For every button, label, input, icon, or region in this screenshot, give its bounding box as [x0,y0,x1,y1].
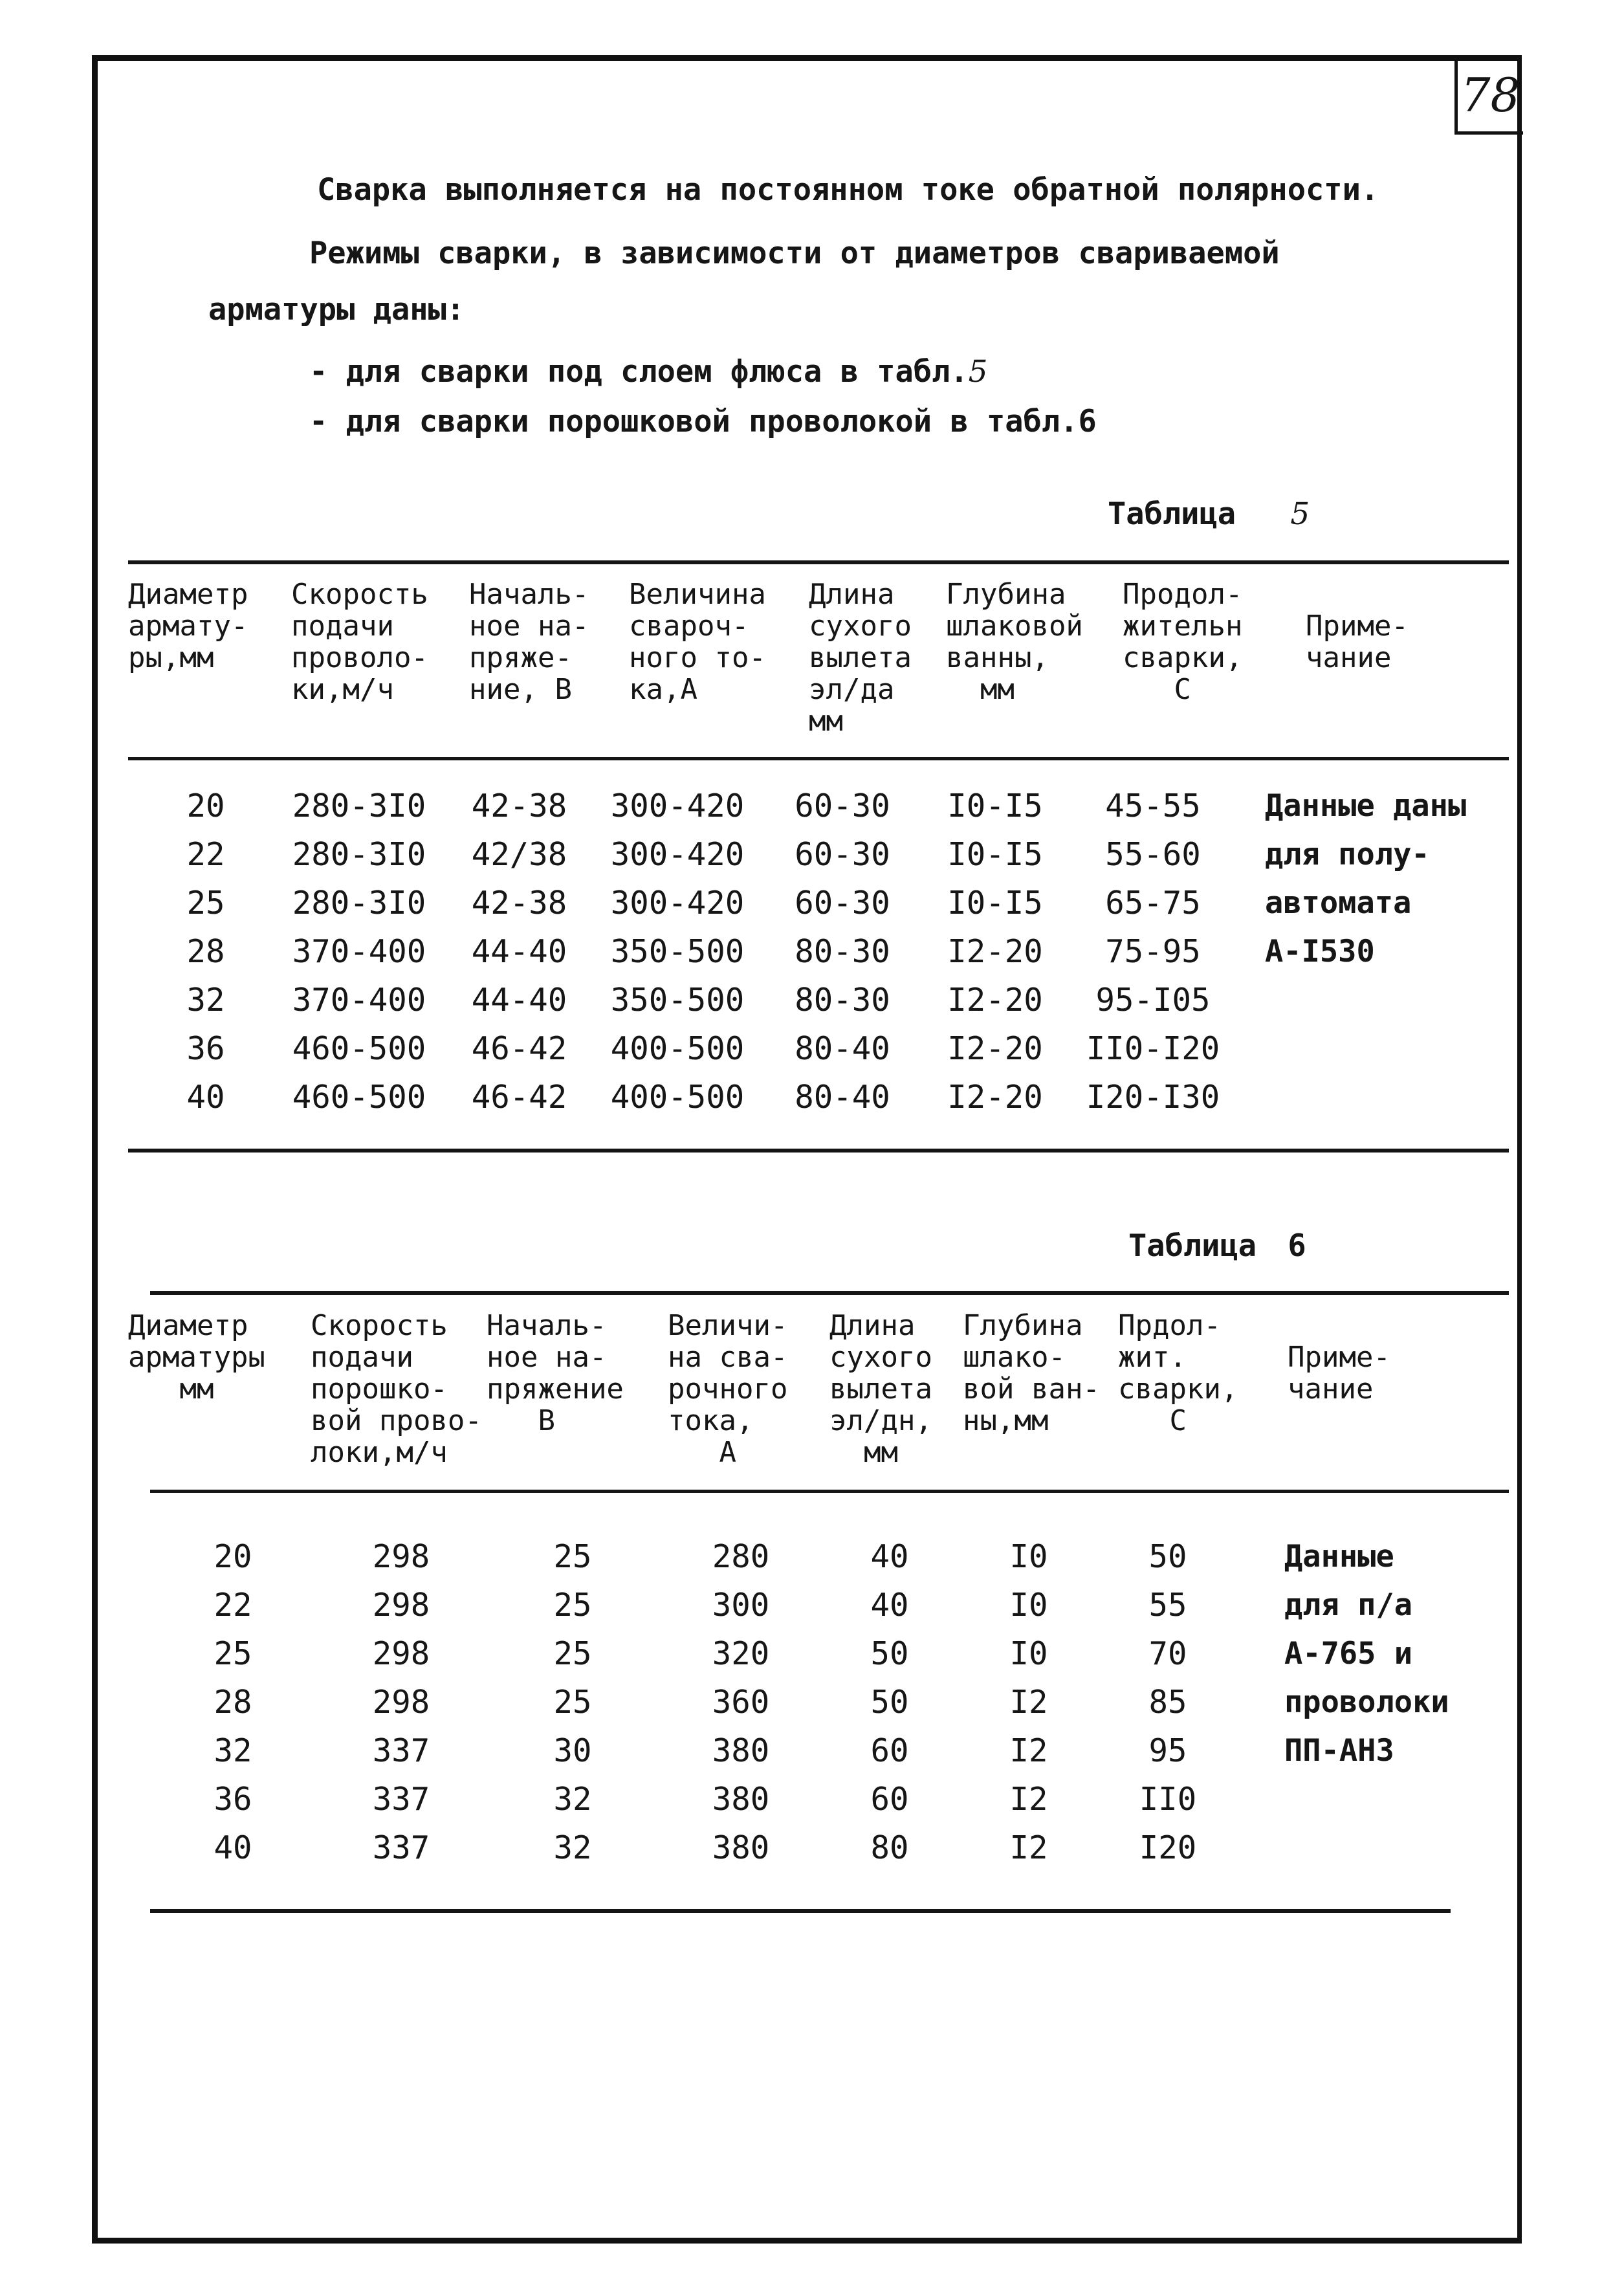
table1-cell: 55-60 [1105,836,1201,873]
table2-cell: 80 [870,1829,909,1866]
table1-header-rule [128,757,1509,760]
table2-cell: 40 [214,1829,252,1866]
table1-cell: 80-40 [795,1079,890,1116]
table1-cell: 400-500 [610,1079,745,1116]
table2-cell: 280 [712,1538,770,1575]
table2-cell: 36 [214,1781,252,1818]
table2-cell: 320 [712,1635,770,1672]
table2-bottom-rule [150,1909,1451,1913]
table2-header-depth: Глубина шлако- вой ван- ны,мм [963,1309,1100,1437]
table-row [0,879,1624,927]
table2-cell: 40 [870,1587,909,1624]
table1-cell: 28 [186,933,225,970]
table1-note: автомата [1265,885,1412,921]
table1-cell: I2-20 [947,1079,1043,1116]
table-row [0,976,1624,1024]
table1-caption [1108,496,1310,532]
table2-cell: I2 [1009,1684,1048,1721]
table1-cell: 280-3I0 [292,836,426,873]
table1-header-note: Приме- чание [1306,610,1409,674]
table2-cell: 360 [712,1684,770,1721]
table1-cell: I0-I5 [947,788,1043,824]
table1-cell: 370-400 [292,982,426,1019]
table1-caption-word: Таблица [1108,496,1236,532]
table2-note: ПП-АН3 [1284,1733,1394,1769]
bullet-flux [309,354,988,390]
table-row [0,1629,1624,1678]
table1-cell: 280-3I0 [292,885,426,921]
table2-cell: 337 [372,1829,430,1866]
table1-note: Данные даны [1265,788,1467,824]
table2-cell: 50 [1148,1538,1187,1575]
table2-cell: I2 [1009,1732,1048,1769]
table2-cell: 95 [1148,1732,1187,1769]
table2-cell: 380 [712,1829,770,1866]
intro-line-2: Режимы сварки, в зависимости от диаметров свариваемой [309,236,1280,271]
table2-header-speed: Скорость подачи порошко- вой прово- локи,м/ч [311,1309,482,1469]
table2-cell: 60 [870,1781,909,1818]
table2-header-current: Величи- на сва- рочного тока, А [668,1309,788,1469]
table2-cell: 32 [214,1732,252,1769]
table2-note: для п/а [1284,1587,1413,1623]
table1-cell: 80-30 [795,933,890,970]
table-row [0,1678,1624,1726]
table1-cell: 44-40 [471,933,567,970]
table1-cell: 44-40 [471,982,567,1019]
table-row [0,1581,1624,1629]
table1-caption-number: 5 [1290,496,1310,532]
table2-cell: 85 [1148,1684,1187,1721]
bullet-powder: - для сварки порошковой проволокой в табл.6 [309,404,1097,439]
bullet-flux-text: - для сварки под слоем флюса в табл. [309,354,969,390]
table-row [0,1775,1624,1824]
table1-header-depth: Глубина шлаковой ванны, мм [946,578,1083,706]
table1-cell: 75-95 [1105,933,1201,970]
table1-cell: 60-30 [795,788,890,824]
table1-cell: 60-30 [795,885,890,921]
table2-cell: 28 [214,1684,252,1721]
table1-cell: 25 [186,885,225,921]
table1-cell: I0-I5 [947,836,1043,873]
table2-cell: I2 [1009,1829,1048,1866]
table2-cell: 380 [712,1781,770,1818]
table1-top-rule [128,560,1509,564]
table2-cell: 337 [372,1781,430,1818]
table1-cell: 460-500 [292,1079,426,1116]
table1-cell: 80-30 [795,982,890,1019]
table1-cell: 32 [186,982,225,1019]
table2-cell: 298 [372,1538,430,1575]
table2-note: Данные [1284,1539,1394,1574]
table1-header-duration: Продол- жительн сварки, С [1123,578,1243,706]
table2-cell: 300 [712,1587,770,1624]
table-row [0,1824,1624,1872]
table2-note: проволоки [1284,1684,1449,1720]
table1-cell: 60-30 [795,836,890,873]
table1-cell: 95-I05 [1095,982,1211,1019]
intro-line-1: Сварка выполняется на постоянном токе обратной полярности. [317,172,1379,208]
table1-cell: I0-I5 [947,885,1043,921]
table1-cell: 300-420 [610,788,745,824]
table2-cell: 55 [1148,1587,1187,1624]
table1-cell: 65-75 [1105,885,1201,921]
table2-header-stickout: Длина сухого вылета эл/дн, мм [829,1309,932,1469]
table1-header-current: Величина свароч- ного то- ка,А [629,578,766,706]
intro-line-3: арматуры даны: [208,292,465,327]
table1-header-voltage: Началь- ное на- пряже- ние, В [469,578,589,706]
table1-cell: 42-38 [471,885,567,921]
table2-header-rule [150,1490,1509,1493]
table2-cell: 298 [372,1684,430,1721]
bullet-flux-table-ref: 5 [968,354,988,390]
table1-cell: 42-38 [471,788,567,824]
table-row [0,1024,1624,1073]
table2-note: А-765 и [1284,1636,1413,1671]
table2-cell: 30 [553,1732,592,1769]
table-row [0,830,1624,879]
table-row [0,1726,1624,1775]
table2-cell: 337 [372,1732,430,1769]
table1-cell: 460-500 [292,1030,426,1067]
table2-cell: 25 [553,1684,592,1721]
table2-cell: 298 [372,1635,430,1672]
table2-cell: 380 [712,1732,770,1769]
table2-header-voltage: Началь- ное на- пряжение В [487,1309,624,1437]
table2-cell: I2 [1009,1781,1048,1818]
table1-cell: 20 [186,788,225,824]
table2-cell: II0 [1139,1781,1197,1818]
table1-cell: 40 [186,1079,225,1116]
table2-cell: 25 [214,1635,252,1672]
table1-cell: 36 [186,1030,225,1067]
table-row [0,927,1624,976]
table1-cell: 350-500 [610,982,745,1019]
table2-cell: 50 [870,1635,909,1672]
table1-cell: I2-20 [947,933,1043,970]
table2-cell: I20 [1139,1829,1197,1866]
table2-header-note: Приме- чание [1288,1341,1390,1406]
table1-cell: 280-3I0 [292,788,426,824]
table1-header-speed: Скорость подачи проволо- ки,м/ч [291,578,428,706]
table2-cell: 298 [372,1587,430,1624]
table1-cell: 46-42 [471,1030,567,1067]
page-number: 78 [1454,60,1523,135]
table1-cell: 80-40 [795,1030,890,1067]
table2-cell: 22 [214,1587,252,1624]
table2-cell: 25 [553,1587,592,1624]
table2-cell: 50 [870,1684,909,1721]
table2-cell: I0 [1009,1538,1048,1575]
table1-header-diameter: Диаметр армату- ры,мм [128,578,248,674]
table1-note: для полу- [1265,837,1430,872]
table1-cell: 22 [186,836,225,873]
table2-cell: 32 [553,1781,592,1818]
table1-header-stickout: Длина сухого вылета эл/да мм [809,578,912,738]
table2-cell: 32 [553,1829,592,1866]
table1-cell: 300-420 [610,836,745,873]
table2-top-rule [150,1291,1509,1295]
table1-cell: II0-I20 [1086,1030,1220,1067]
table1-cell: 42/38 [471,836,567,873]
table2-cell: 70 [1148,1635,1187,1672]
table2-caption-number: 6 [1288,1228,1306,1264]
table2-cell: 25 [553,1538,592,1575]
table2-header-duration: Прдол- жит. сварки, С [1118,1309,1238,1437]
table2-cell: 60 [870,1732,909,1769]
table1-note: А-I530 [1265,934,1375,969]
table1-cell: I2-20 [947,1030,1043,1067]
table2-cell: I0 [1009,1587,1048,1624]
table1-cell: 350-500 [610,933,745,970]
table1-cell: 45-55 [1105,788,1201,824]
table-row [0,782,1624,830]
table1-cell: I20-I30 [1086,1079,1220,1116]
table2-cell: 40 [870,1538,909,1575]
table1-cell: 300-420 [610,885,745,921]
table1-cell: I2-20 [947,982,1043,1019]
table2-cell: I0 [1009,1635,1048,1672]
table1-cell: 400-500 [610,1030,745,1067]
table2-header-diameter: Диаметр арматуры мм [128,1309,265,1406]
table2-caption [1128,1228,1306,1264]
table2-cell: 25 [553,1635,592,1672]
table2-caption-word: Таблица [1128,1228,1257,1264]
table-row [0,1073,1624,1121]
table2-cell: 20 [214,1538,252,1575]
table1-cell: 46-42 [471,1079,567,1116]
table-row [0,1532,1624,1581]
table1-cell: 370-400 [292,933,426,970]
table1-bottom-rule [128,1149,1509,1153]
